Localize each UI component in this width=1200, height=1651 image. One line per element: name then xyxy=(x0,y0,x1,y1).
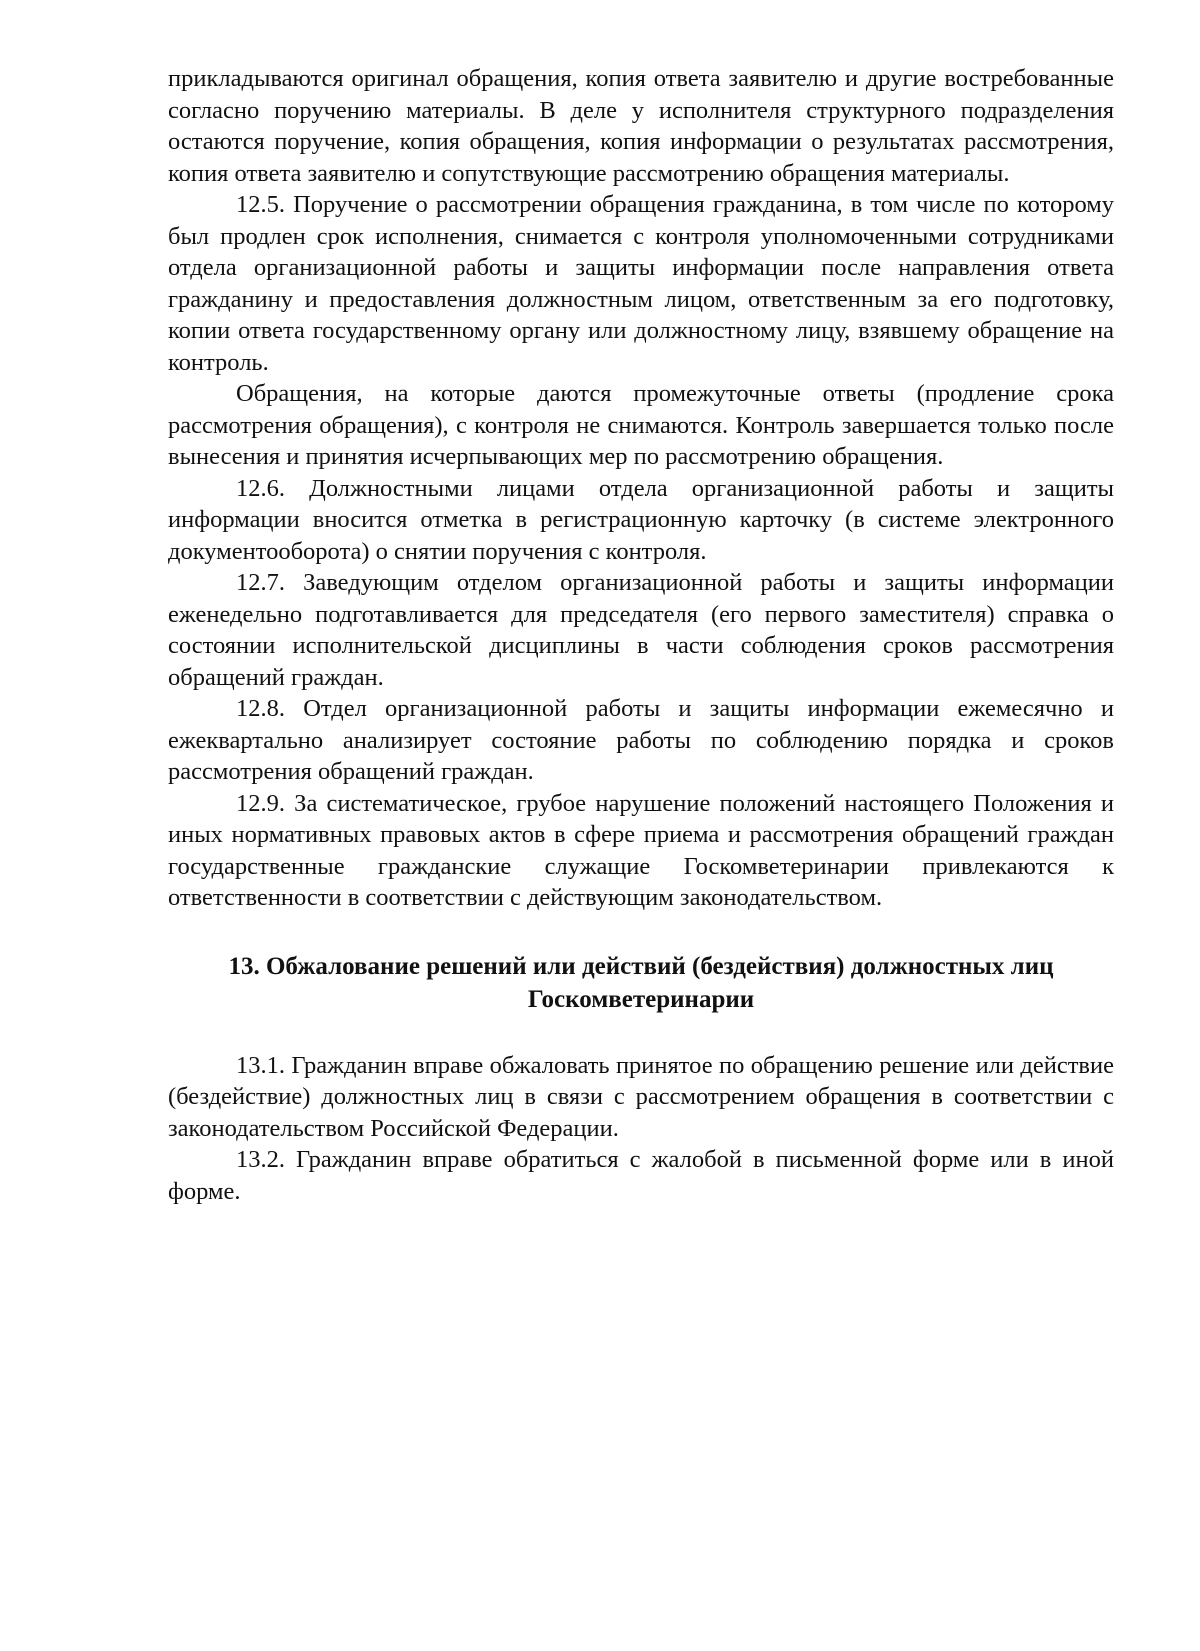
paragraph-12-9: 12.9. За систематическое, грубое нарушение положений настоящего Положения и иных нормативных правовых актов в сфере приема и рассмотрения обращений граждан государственные гражданские служащие Госкомветеринарии привлекаются к ответственности в соответствии с действующим законодательством. xyxy=(168,789,1114,911)
document-body xyxy=(168,63,1114,1207)
paragraph-12-6: 12.6. Должностными лицами отдела организационной работы и защиты информации вносится отметка в регистрационную карточку (в системе электронного документооборота) о снятии поручения с контроля. xyxy=(168,474,1114,565)
paragraph-12-8: 12.8. Отдел организационной работы и защиты информации ежемесячно и ежеквартально анализирует состояние работы по соблюдению порядка и сроков рассмотрения обращений граждан. xyxy=(168,695,1114,785)
paragraph-13-1: 13.1. Гражданин вправе обжаловать принятое по обращению решение или действие (бездействие) должностных лиц в связи с рассмотрением обращения в соответствии с законодательством Российской Федерации. xyxy=(168,1051,1114,1142)
paragraph-12-5: 12.5. Поручение о рассмотрении обращения гражданина, в том числе по которому был продлен срок исполнения, снимается с контроля уполномоченными сотрудниками отдела организационной работы и защиты информации после направления ответа гражданину и предоставления должностным лицом, ответственным за его подготовку, копии ответа государственному органу или должностному лицу, взявшему обращение на контроль. xyxy=(168,191,1114,376)
paragraph-13-2: 13.2. Гражданин вправе обратиться с жалобой в письменной форме или в иной форме. xyxy=(168,1146,1114,1205)
paragraph-interim-answers: Обращения, на которые даются промежуточные ответы (продление срока рассмотрения обращения), с контроля не снимаются. Контроль завершается только после вынесения и принятия исчерпывающих мер по рассмотрению обращения. xyxy=(168,380,1114,470)
paragraph-12-7: 12.7. Заведующим отделом организационной работы и защиты информации еженедельно подготавливается для председателя (его первого заместителя) справка о состоянии исполнительской дисциплины в части соблюдения сроков рассмотрения обращений граждан. xyxy=(168,569,1114,691)
section-13-heading-line1: 13. Обжалование решений или действий (бездействия) должностных лиц xyxy=(228,952,1054,980)
paragraph-continuation: прикладываются оригинал обращения, копия ответа заявителю и другие востребованные согласно поручению материалы. В деле у исполнителя структурного подразделения остаются поручение, копия обращения, копия информации о результатах рассмотрения, копия ответа заявителю и сопутствующие рассмотрению обращения материалы. xyxy=(168,65,1114,187)
section-13-heading-line2: Госкомветеринарии xyxy=(527,985,755,1013)
section-13-heading xyxy=(168,950,1114,1016)
